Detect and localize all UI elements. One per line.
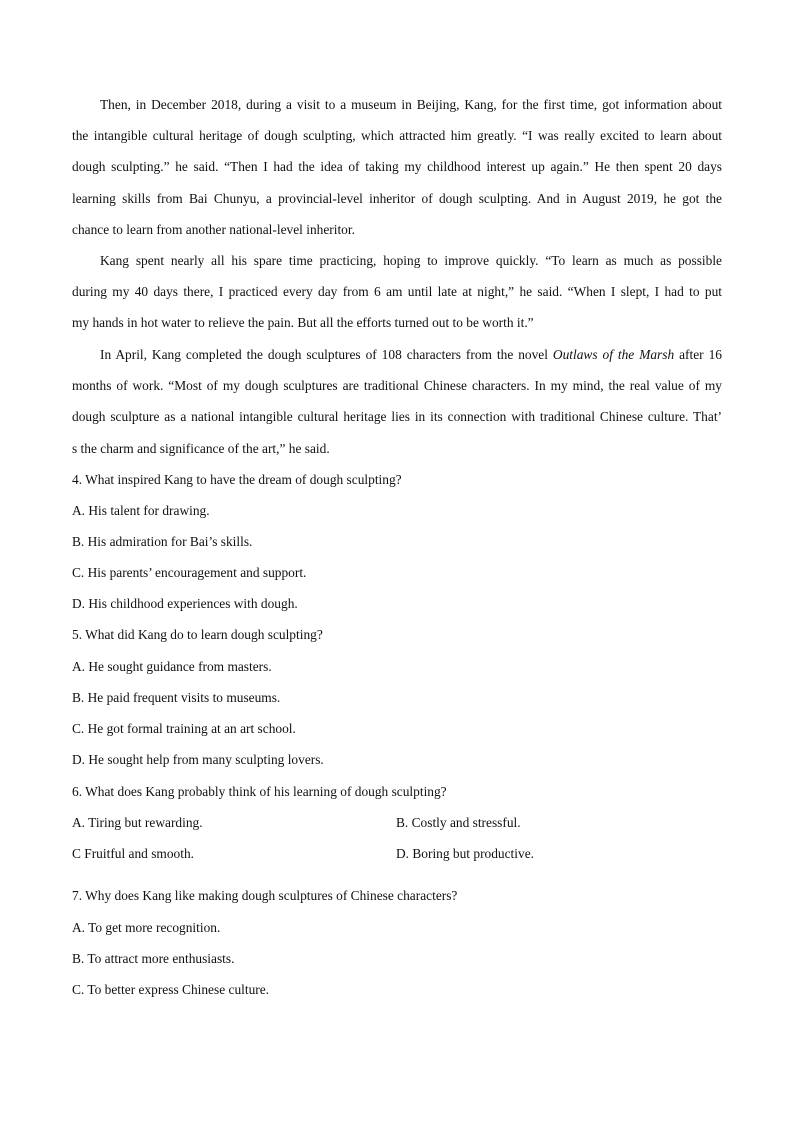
text-line: dough sculpture as a national intangible cultural heritage lies in its connection with traditional Chinese culture. That’: [72, 409, 722, 425]
question-5-option-d: D. He sought help from many sculpting lovers.: [72, 752, 324, 767]
question-4-option-a: A. His talent for drawing.: [72, 503, 210, 518]
text-line: s the charm and significance of the art,” he said.: [72, 440, 330, 456]
text-line: dough sculpting.” he said. “Then I had the idea of taking my childhood interest up again.” He then spent 20 days: [72, 159, 722, 175]
paragraph-3: [72, 339, 722, 464]
text-line: chance to learn from another national-level inheritor.: [72, 221, 355, 237]
question-5-option-a: A. He sought guidance from masters.: [72, 659, 272, 674]
question-5-option-c: C. He got formal training at an art school.: [72, 721, 296, 736]
question-6-option-c: C Fruitful and smooth.: [72, 846, 195, 861]
text-segment: after 16: [674, 347, 722, 362]
text-line: my hands in hot water to relieve the pain. But all the efforts turned out to be worth it.”: [72, 315, 534, 331]
text-segment: In April, Kang completed the dough sculptures of 108 characters from the novel: [100, 347, 553, 362]
question-4-stem: 4. What inspired Kang to have the dream of dough sculpting?: [72, 472, 402, 487]
paragraph-2: [72, 245, 722, 339]
question-7-stem: 7. Why does Kang like making dough sculptures of Chinese characters?: [72, 888, 458, 903]
question-7-option-a: A. To get more recognition.: [72, 920, 221, 935]
question-7-option-b: B. To attract more enthusiasts.: [72, 951, 235, 966]
text-line: learning skills from Bai Chunyu, a provincial-level inheritor of dough sculpting. And in August 2019, he got the: [72, 190, 722, 206]
question-4-option-c: C. His parents’ encouragement and support.: [72, 565, 307, 580]
text-line: months of work. “Most of my dough sculptures are traditional Chinese characters. In my mind, the real value of my: [72, 378, 722, 394]
text-line: [72, 339, 722, 370]
text-line: during my 40 days there, I practiced every day from 6 am until late at night,” he said. “When I slept, I had to put: [72, 284, 722, 300]
paragraph-1: [72, 89, 722, 245]
question-4-option-b: B. His admiration for Bai’s skills.: [72, 534, 253, 549]
question-6-option-a: A. Tiring but rewarding.: [72, 815, 203, 830]
text-line: Then, in December 2018, during a visit to a museum in Beijing, Kang, for the first time, got information about: [100, 97, 722, 112]
question-5-stem: 5. What did Kang do to learn dough sculpting?: [72, 627, 323, 642]
question-4-option-d: D. His childhood experiences with dough.: [72, 596, 298, 611]
question-7-option-c: C. To better express Chinese culture.: [72, 982, 270, 997]
text-line: Kang spent nearly all his spare time practicing, hoping to improve quickly. “To learn as much as possible: [100, 253, 722, 268]
question-6-option-d: D. Boring but productive.: [396, 846, 534, 861]
text-line: the intangible cultural heritage of dough sculpting, which attracted him greatly. “I was really excited to learn about: [72, 128, 722, 144]
question-6-option-b: B. Costly and stressful.: [396, 815, 521, 830]
novel-title: Outlaws of the Marsh: [552, 347, 675, 362]
question-5-option-b: B. He paid frequent visits to museums.: [72, 690, 281, 705]
question-6-stem: 6. What does Kang probably think of his learning of dough sculpting?: [72, 784, 447, 799]
